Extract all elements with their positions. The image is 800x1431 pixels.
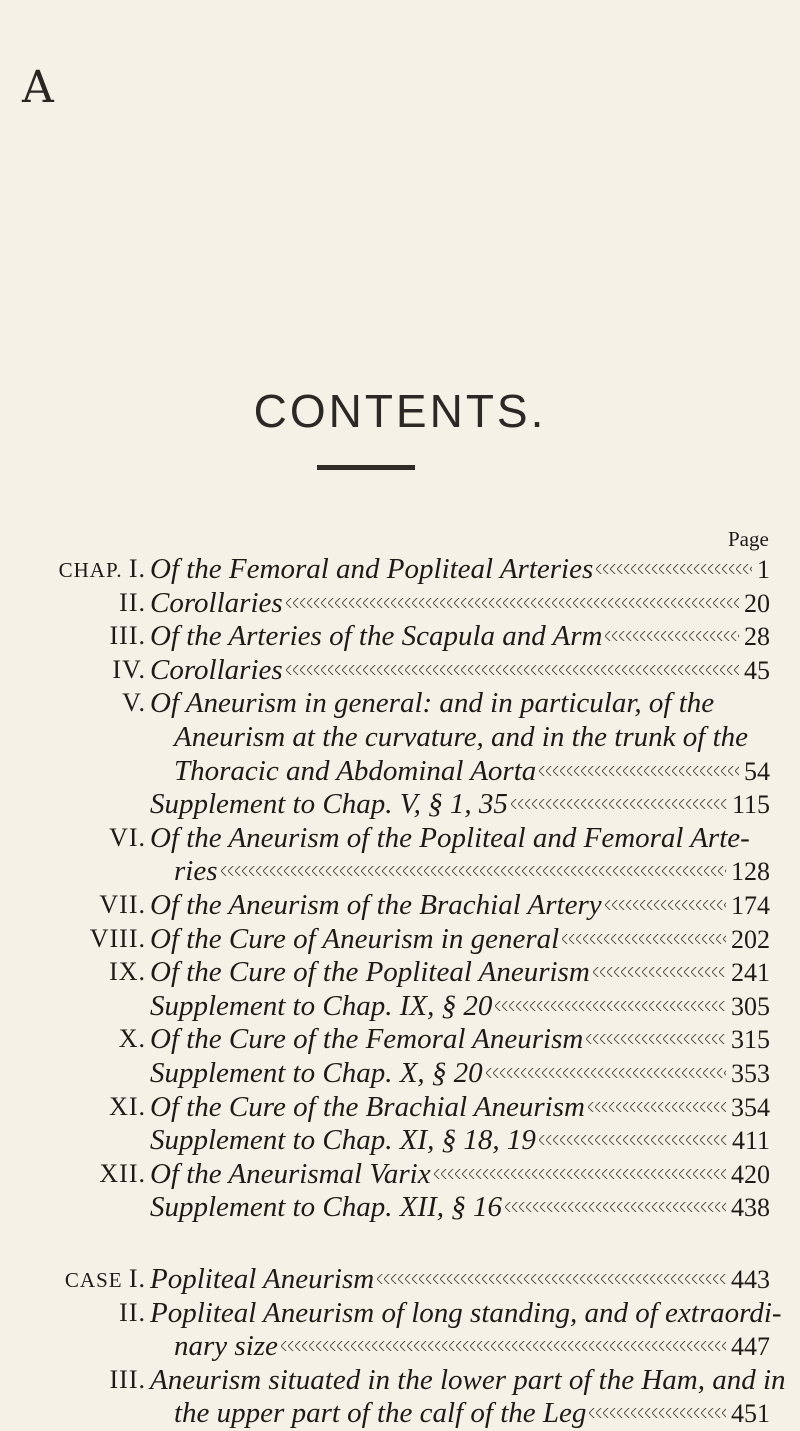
entry-text: Supplement to Chap. XI, § 18, 19: [150, 1124, 536, 1157]
page-number: 1: [757, 555, 770, 584]
page-number: 420: [731, 1159, 770, 1189]
entry-text: Of the Aneurismal Varix: [150, 1157, 431, 1190]
page-number: 20: [744, 588, 770, 618]
chapter-title: [150, 821, 770, 855]
chapters-number: VI.: [109, 822, 146, 852]
case-title: [174, 1329, 770, 1363]
entry-text: Thoracic and Abdominal Aorta: [174, 754, 537, 787]
chapter-title: [150, 1022, 770, 1056]
entry-text: Of the Cure of Aneurism in general: [150, 922, 560, 955]
chapters-number: VII.: [99, 890, 146, 919]
page-number: 45: [744, 655, 770, 685]
chapter-title: [174, 754, 770, 788]
entry-text: Supplement to Chap. XII, § 16: [150, 1191, 502, 1224]
page-number: 354: [731, 1092, 770, 1122]
page-number: 451: [731, 1399, 770, 1429]
dot-leader: [495, 1001, 726, 1011]
entry-text: Of the Femoral and Popliteal Arteries: [150, 553, 594, 585]
entry-text: Of the Cure of the Femoral Aneurism: [150, 1023, 584, 1056]
chapters-number: V.: [122, 688, 146, 718]
dot-leader: [596, 564, 752, 574]
entry-text: Corollaries: [150, 586, 283, 619]
page-number: 411: [731, 1126, 770, 1156]
entry-text: the upper part of the calf of the Leg: [174, 1397, 587, 1430]
entry-text: Supplement to Chap. IX, § 20: [150, 989, 493, 1022]
dot-leader: [539, 766, 739, 776]
dot-leader: [588, 1102, 726, 1112]
chapters-number: XI.: [109, 1091, 146, 1121]
case-title: [174, 1396, 770, 1430]
dot-leader: [589, 1408, 726, 1418]
page-number: 174: [731, 891, 770, 920]
dot-leader: [505, 1202, 726, 1212]
chapter-title: [174, 854, 770, 888]
dot-leader: [539, 1135, 727, 1145]
page-column-label: Page: [728, 527, 769, 551]
entry-text: Corollaries: [150, 653, 283, 686]
entry-text: Of the Cure of the Brachial Aneurism: [150, 1090, 585, 1123]
chapter-title: [150, 1157, 770, 1191]
cases-number: II.: [119, 1297, 146, 1327]
entry-text: Supplement to Chap. V, § 1, 35: [150, 788, 508, 821]
chapter-title: [150, 586, 770, 620]
page-title: CONTENTS.: [253, 385, 547, 437]
dot-leader: [586, 1034, 726, 1044]
entry-text: Supplement to Chap. X, § 20: [150, 1057, 483, 1089]
dot-leader: [605, 631, 739, 641]
dot-leader: [562, 934, 726, 944]
entry-text: Popliteal Aneurism: [150, 1263, 375, 1295]
entry-text: ries: [174, 855, 218, 888]
page-number: 115: [731, 790, 770, 820]
dot-leader: [434, 1169, 726, 1179]
dot-leader: [281, 1341, 726, 1351]
dot-leader: [377, 1274, 726, 1284]
chapter-title: [150, 552, 770, 586]
chapter-title: [150, 1123, 770, 1157]
chapter-title: [150, 989, 770, 1023]
entry-text: Of the Aneurism of the Popliteal and Femoral Arte-: [150, 821, 750, 854]
chapters-number: XII.: [99, 1158, 146, 1188]
entry-text: Of the Arteries of the Scapula and Arm: [150, 620, 603, 653]
page-number: 241: [731, 958, 770, 988]
chapters-number: IV.: [112, 654, 146, 684]
entry-text: nary size: [174, 1330, 278, 1363]
chapter-title: [150, 787, 770, 821]
page-number: 202: [731, 924, 770, 954]
chapter-title: [150, 1056, 770, 1090]
chapters-number: IX.: [109, 957, 146, 987]
chapters-number: II.: [119, 587, 146, 617]
page-number: 447: [731, 1332, 770, 1362]
chapter-title: [174, 720, 770, 754]
chapter-title: [150, 1090, 770, 1124]
dot-leader: [593, 967, 726, 977]
dot-leader: [605, 900, 726, 910]
title-rule: [317, 465, 415, 470]
page-number: 128: [731, 857, 770, 887]
corner-mark: A: [22, 62, 54, 113]
page-number: 28: [744, 622, 770, 652]
chapters-number: III.: [109, 621, 146, 651]
case-title: [150, 1296, 782, 1330]
page-number: 305: [731, 991, 770, 1021]
chapter-title: [150, 653, 770, 687]
chapter-title: [150, 955, 770, 989]
page-number: 353: [731, 1059, 770, 1088]
page-number: 438: [731, 1193, 770, 1223]
entry-text: Popliteal Aneurism of long standing, and of extraordi-: [150, 1296, 782, 1329]
entry-text: Aneurism at the curvature, and in the trunk of the: [174, 721, 748, 753]
entry-text: Of the Cure of the Popliteal Aneurism: [150, 956, 590, 989]
chapter-title: [150, 686, 770, 720]
cases-number: III.: [109, 1364, 146, 1394]
page-number: 315: [731, 1025, 770, 1055]
entry-text: Aneurism situated in the lower part of the Ham, and in: [150, 1363, 786, 1396]
dot-leader: [286, 598, 739, 608]
dot-leader: [511, 799, 727, 809]
chapters-number: VIII.: [89, 923, 146, 953]
entry-text: Of Aneurism in general: and in particular, of the: [150, 687, 715, 720]
chapter-title: [150, 619, 770, 653]
chapters-number: CHAP. I.: [58, 554, 146, 583]
chapter-title: [150, 888, 770, 922]
dot-leader: [221, 866, 727, 876]
chapter-title: [150, 922, 770, 956]
cases-number: CASE I.: [64, 1264, 146, 1293]
entry-text: Of the Aneurism of the Brachial Artery: [150, 889, 602, 921]
dot-leader: [286, 665, 739, 675]
case-title: [150, 1363, 786, 1397]
dot-leader: [486, 1068, 726, 1078]
page-number: 54: [744, 756, 770, 786]
case-title: [150, 1262, 770, 1296]
chapters-number: X.: [118, 1024, 146, 1054]
chapter-title: [150, 1190, 770, 1224]
page-number: 443: [731, 1265, 770, 1294]
